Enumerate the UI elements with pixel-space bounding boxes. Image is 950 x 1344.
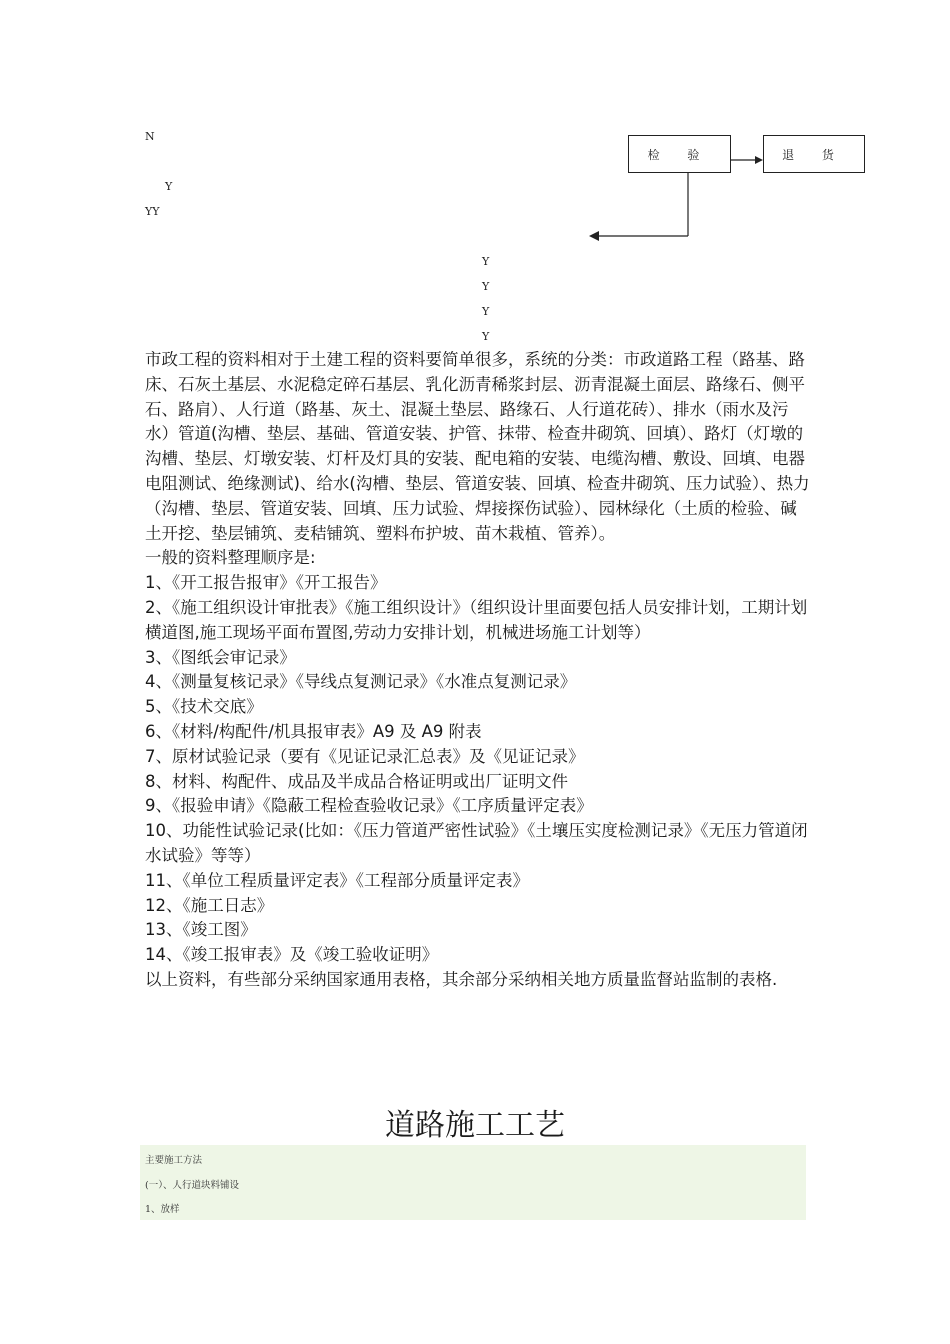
list-item: 12、《施工日志》	[145, 895, 274, 915]
method-box	[140, 1145, 806, 1220]
list-item: 2、《施工组织设计审批表》《施工组织设计》（组织设计里面要包括人员安排计划，工期计划横道图,施工现场平面布置图,劳动力安排计划，机械进场施工计划等）	[145, 597, 808, 642]
flow-label-n: N	[145, 130, 155, 143]
flow-label-y: Y	[165, 180, 173, 193]
list-item: 11、《单位工程质量评定表》《工程部分质量评定表》	[145, 870, 529, 890]
flow-arrowhead-left	[589, 231, 599, 241]
document-body	[145, 348, 810, 993]
flow-y-3: Y	[482, 305, 490, 318]
flow-y-2: Y	[482, 280, 490, 293]
section-title: 道路施工工艺	[385, 1108, 565, 1143]
flow-label-yy: YY	[145, 205, 160, 218]
list-item: 10、功能性试验记录(比如：《压力管道严密性试验》《土壤压实度检测记录》《无压力管道闭水试验》等等）	[145, 821, 808, 865]
list-item: 6、《材料/构配件/机具报审表》A9 及 A9 附表	[145, 721, 482, 741]
list-item: 3、《图纸会审记录》	[145, 647, 296, 667]
closing-paragraph: 以上资料，有些部分采纳国家通用表格，其余部分采纳相关地方质量监督站监制的表格.	[145, 969, 778, 989]
flow-arrowhead-right	[755, 156, 763, 164]
method-heading: 主要施工方法	[145, 1155, 203, 1166]
flow-y-1: Y	[482, 255, 490, 268]
order-heading: 一般的资料整理顺序是:	[145, 548, 316, 568]
flow-y-4: Y	[482, 330, 490, 343]
list-item: 14、《竣工报审表》及《竣工验收证明》	[145, 945, 439, 965]
list-item: 8、材料、构配件、成品及半成品合格证明或出厂证明文件	[145, 771, 568, 791]
list-item: 9、《报验申请》《隐蔽工程检查验收记录》《工序质量评定表》	[145, 796, 593, 816]
intro-paragraph: 市政工程的资料相对于土建工程的资料要简单很多，系统的分类：市政道路工程（路基、路床、石灰土基层、水泥稳定碎石基层、乳化沥青稀浆封层、沥青混凝土面层、路缘石、侧平石、路肩）、人行道（路基、灰土、混凝土垫层、路缘石、人行道花砖）、排水（雨水及污水）管道(沟槽、垫层、基础、管道安装、护管、抹带、检查井砌筑、回填）、路灯（灯墩的沟槽、垫层、灯墩安装、灯杆及灯具的安装、配电箱的安装、电缆沟槽、敷设、回填、电器电阻测试、绝缘测试)、给水(沟槽、垫层、管道安装、回填、检查井砌筑、压力试验）、热力（沟槽、垫层、管道安装、回填、压力试验、焊接探伤试验）、园林绿化（土质的检验、碱土开挖、垫层铺筑、麦秸铺筑、塑料布护坡、苗木栽植、管养）。	[145, 350, 810, 543]
flow-connectors	[0, 0, 950, 260]
method-subheading: (一）、人行道块料铺设	[145, 1180, 239, 1191]
flow-box-inspect: 检 验	[628, 135, 731, 173]
list-item: 1、《开工报告报审》《开工报告》	[145, 573, 387, 593]
list-item: 7、原材试验记录（要有《见证记录汇总表》及《见证记录》	[145, 746, 585, 766]
method-step: 1、放样	[145, 1204, 180, 1215]
flow-box-return: 退 货	[763, 135, 865, 173]
list-item: 4、《测量复核记录》《导线点复测记录》《水准点复测记录》	[145, 672, 577, 692]
list-item: 5、《技术交底》	[145, 697, 263, 717]
list-item: 13、《竣工图》	[145, 920, 257, 940]
